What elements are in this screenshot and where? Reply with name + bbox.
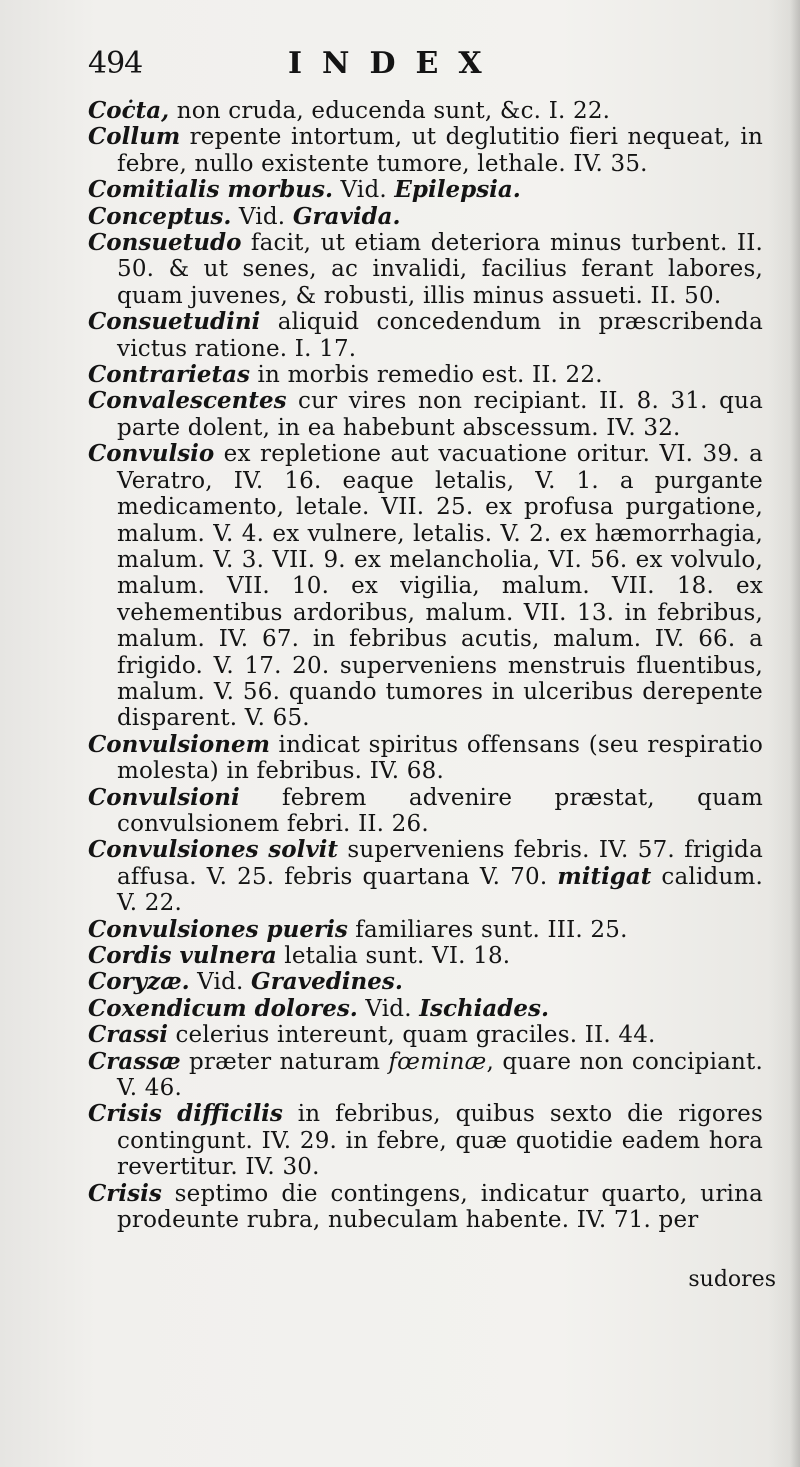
entry-headword: Convalescentes [88,387,287,415]
entry-text: celerius intereunt, quam graciles. II. 44. [167,1022,656,1049]
entry-reference: fœminæ [388,1048,487,1075]
entry-headword: Consuetudo [88,229,242,257]
entry-headword: Contrarietas [88,361,250,389]
entry-text: ex repletione aut vacuatione oritur. VI. 39. a Veratro, IV. 16. eaque letalis, V. 1. a purgante medicamento, letale. VII. 25. ex profusa purgatione, malum. V. 4. ex vulnere, letalis. V. 2. ex hæmorrhagia, malum. V. 3. VII. 9. ex melancholia, VI. 56. ex volvulo, malum. VII. 10. ex vigilia, malum. VII. 18. ex vehementibus ardoribus, malum. VII. 13. in febribus, malum. IV. 67. in febribus acutis, malum. IV. 66. a frigido. V. 17. 20. superveniens menstruis fluentibus, malum. V. 56. quando tumores in ulceribus derepente disparent. V. 65. [117,441,763,732]
entry-text: Vid. [357,995,420,1022]
entry-reference: Gravida. [292,202,401,230]
entry-text: superveniens febris. IV. 57. frigida affusa. V. 25. febris quartana V. 70. [117,837,763,890]
index-entry [88,996,763,1022]
page-number: 494 [88,46,143,81]
index-entry [88,785,763,838]
entry-text: in morbis remedio est. II. 22. [249,362,603,389]
index-entry [88,388,763,441]
entry-headword: Consuetudini [88,308,261,336]
entry-headword: Conceptus. [88,202,232,230]
entry-headword: Convulsiones solvit [88,836,339,864]
entry-text: repente intortum, ut deglutitio fieri nequeat, in febre, nullo existente tumore, lethale. IV. 35. [117,124,763,177]
entry-text-continued: calidum. V. 22. [117,863,763,917]
index-entry [88,98,763,124]
running-title: INDEX [288,46,502,81]
catchword: sudores [688,1267,776,1292]
index-entry [88,1101,763,1180]
entry-text: febrem advenire præstat, quam convulsionem febri. II. 26. [117,784,763,837]
index-entry [88,441,763,731]
entry-headword: Coċta, [88,97,170,124]
entry-headword: Convulsiones pueris [88,915,348,943]
entry-text: aliquid concedendum in præscribenda victus ratione. I. 17. [117,309,763,362]
index-entry [88,1022,763,1048]
entry-reference: Gravedines. [251,968,403,996]
index-entry [88,230,763,309]
index-entry [88,732,763,785]
entry-headword: Crisis difficilis [88,1100,283,1128]
entry-text: Vid. [231,203,293,230]
entry-text: facit, ut etiam deteriora minus turbent. II. 50. & ut senes, ac invalidi, facilius ferant labores, quam juvenes, & robusti, illis minus assueti. II. 50. [117,230,763,309]
entry-text: indicat spiritus offensans (seu respiratio molesta) in febribus. IV. 68. [117,731,763,785]
index-entry [88,837,763,916]
entry-headword: Comitialis morbus. [88,176,333,204]
entry-reference: Ischiades. [419,994,549,1022]
entry-text: septimo die contingens, indicatur quarto, urina prodeunte rubra, nubeculam habente. IV. 71. per [117,1180,763,1234]
page-gutter-shadow [790,0,800,1467]
entry-headword: Convulsioni [88,783,240,811]
entry-text: letalia sunt. VI. 18. [276,943,511,969]
entry-text: Vid. [332,177,395,204]
index-entry [88,969,763,995]
entry-headword: Coryzæ. [88,968,190,996]
index-entry [88,917,763,943]
page-header [88,42,768,94]
entry-text-continued: , quare non concipiant. V. 46. [117,1048,763,1102]
entry-headword: Crisis [88,1179,162,1207]
index-entry [88,204,763,230]
index-entry [88,309,763,362]
entry-headword: Crassæ [88,1047,181,1075]
index-entry [88,1181,763,1234]
entry-text: non cruda, educenda sunt, &c. I. 22. [169,98,611,124]
entry-reference: mitigat [557,862,652,890]
index-entry [88,362,763,388]
index-entry [88,124,763,177]
entry-reference: Epilepsia. [394,176,521,204]
index-entry [88,1049,763,1102]
entry-headword: Cordis vulnera [88,942,277,969]
entry-headword: Collum [88,123,181,151]
entry-text: Vid. [189,969,252,996]
entry-headword: Convulsio [88,440,215,468]
entry-headword: Coxendicum dolores. [88,994,358,1022]
index-entry [88,943,763,969]
entry-headword: Convulsionem [88,730,270,758]
entry-text: præter naturam [180,1048,389,1075]
index-entries [88,98,763,1233]
entry-text: in febribus, quibus sexto die rigores contingunt. IV. 29. in febre, quæ quotidie eadem hora revertitur. IV. 30. [117,1101,763,1181]
entry-text: cur vires non recipiant. II. 8. 31. qua parte dolent, in ea habebunt abscessum. IV. 32. [117,388,763,441]
entry-headword: Crassi [88,1021,168,1049]
index-entry [88,177,763,203]
entry-text: familiares sunt. III. 25. [347,916,628,943]
